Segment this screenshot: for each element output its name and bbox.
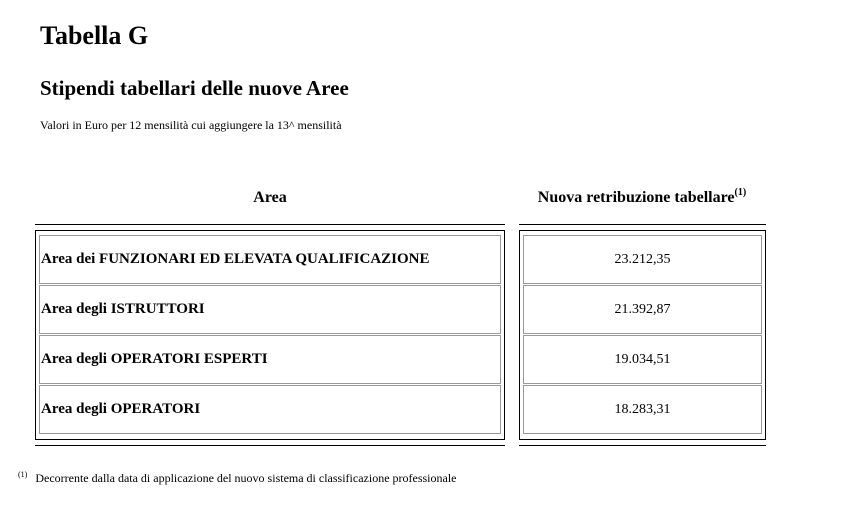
value-cell: 19.034,51 bbox=[614, 351, 671, 367]
column-header-area bbox=[35, 187, 505, 209]
column-header-area-label: Area bbox=[253, 189, 287, 206]
table-row bbox=[39, 235, 501, 284]
table-row bbox=[523, 335, 762, 384]
document-subtitle: Stipendi tabellari delle nuove Aree bbox=[40, 76, 349, 100]
area-cell: Area degli ISTRUTTORI bbox=[41, 301, 205, 317]
footer-rule-area bbox=[35, 445, 505, 446]
footer-rule-value bbox=[519, 445, 766, 446]
table-row bbox=[39, 285, 501, 334]
header-rule-value bbox=[519, 224, 766, 225]
table-row bbox=[523, 285, 762, 334]
column-header-value-label: Nuova retribuzione tabellare bbox=[537, 189, 735, 206]
footnote bbox=[18, 466, 457, 487]
document-note: Valori in Euro per 12 mensilità cui aggiungere la 13^ mensilità bbox=[40, 118, 342, 132]
table-row bbox=[39, 335, 501, 384]
document-title: Tabella G bbox=[40, 21, 149, 50]
value-column bbox=[519, 230, 766, 440]
value-cell: 18.283,31 bbox=[614, 401, 671, 417]
table-row bbox=[523, 235, 762, 284]
area-column bbox=[35, 230, 505, 440]
header-rule-area bbox=[35, 224, 505, 225]
footnote-reference: (1) bbox=[734, 187, 747, 198]
table-row bbox=[523, 385, 762, 434]
footnote-mark: (1) bbox=[18, 470, 28, 479]
value-cell: 21.392,87 bbox=[614, 301, 671, 317]
table-row bbox=[39, 385, 501, 434]
column-header-value bbox=[519, 187, 765, 209]
value-cell: 23.212,35 bbox=[614, 251, 671, 267]
area-cell: Area dei FUNZIONARI ED ELEVATA QUALIFICAZIONE bbox=[41, 251, 430, 267]
footnote-text: Decorrente dalla data di applicazione del nuovo sistema di classificazione professionale bbox=[35, 471, 457, 485]
area-cell: Area degli OPERATORI ESPERTI bbox=[41, 351, 268, 367]
area-cell: Area degli OPERATORI bbox=[41, 401, 201, 417]
